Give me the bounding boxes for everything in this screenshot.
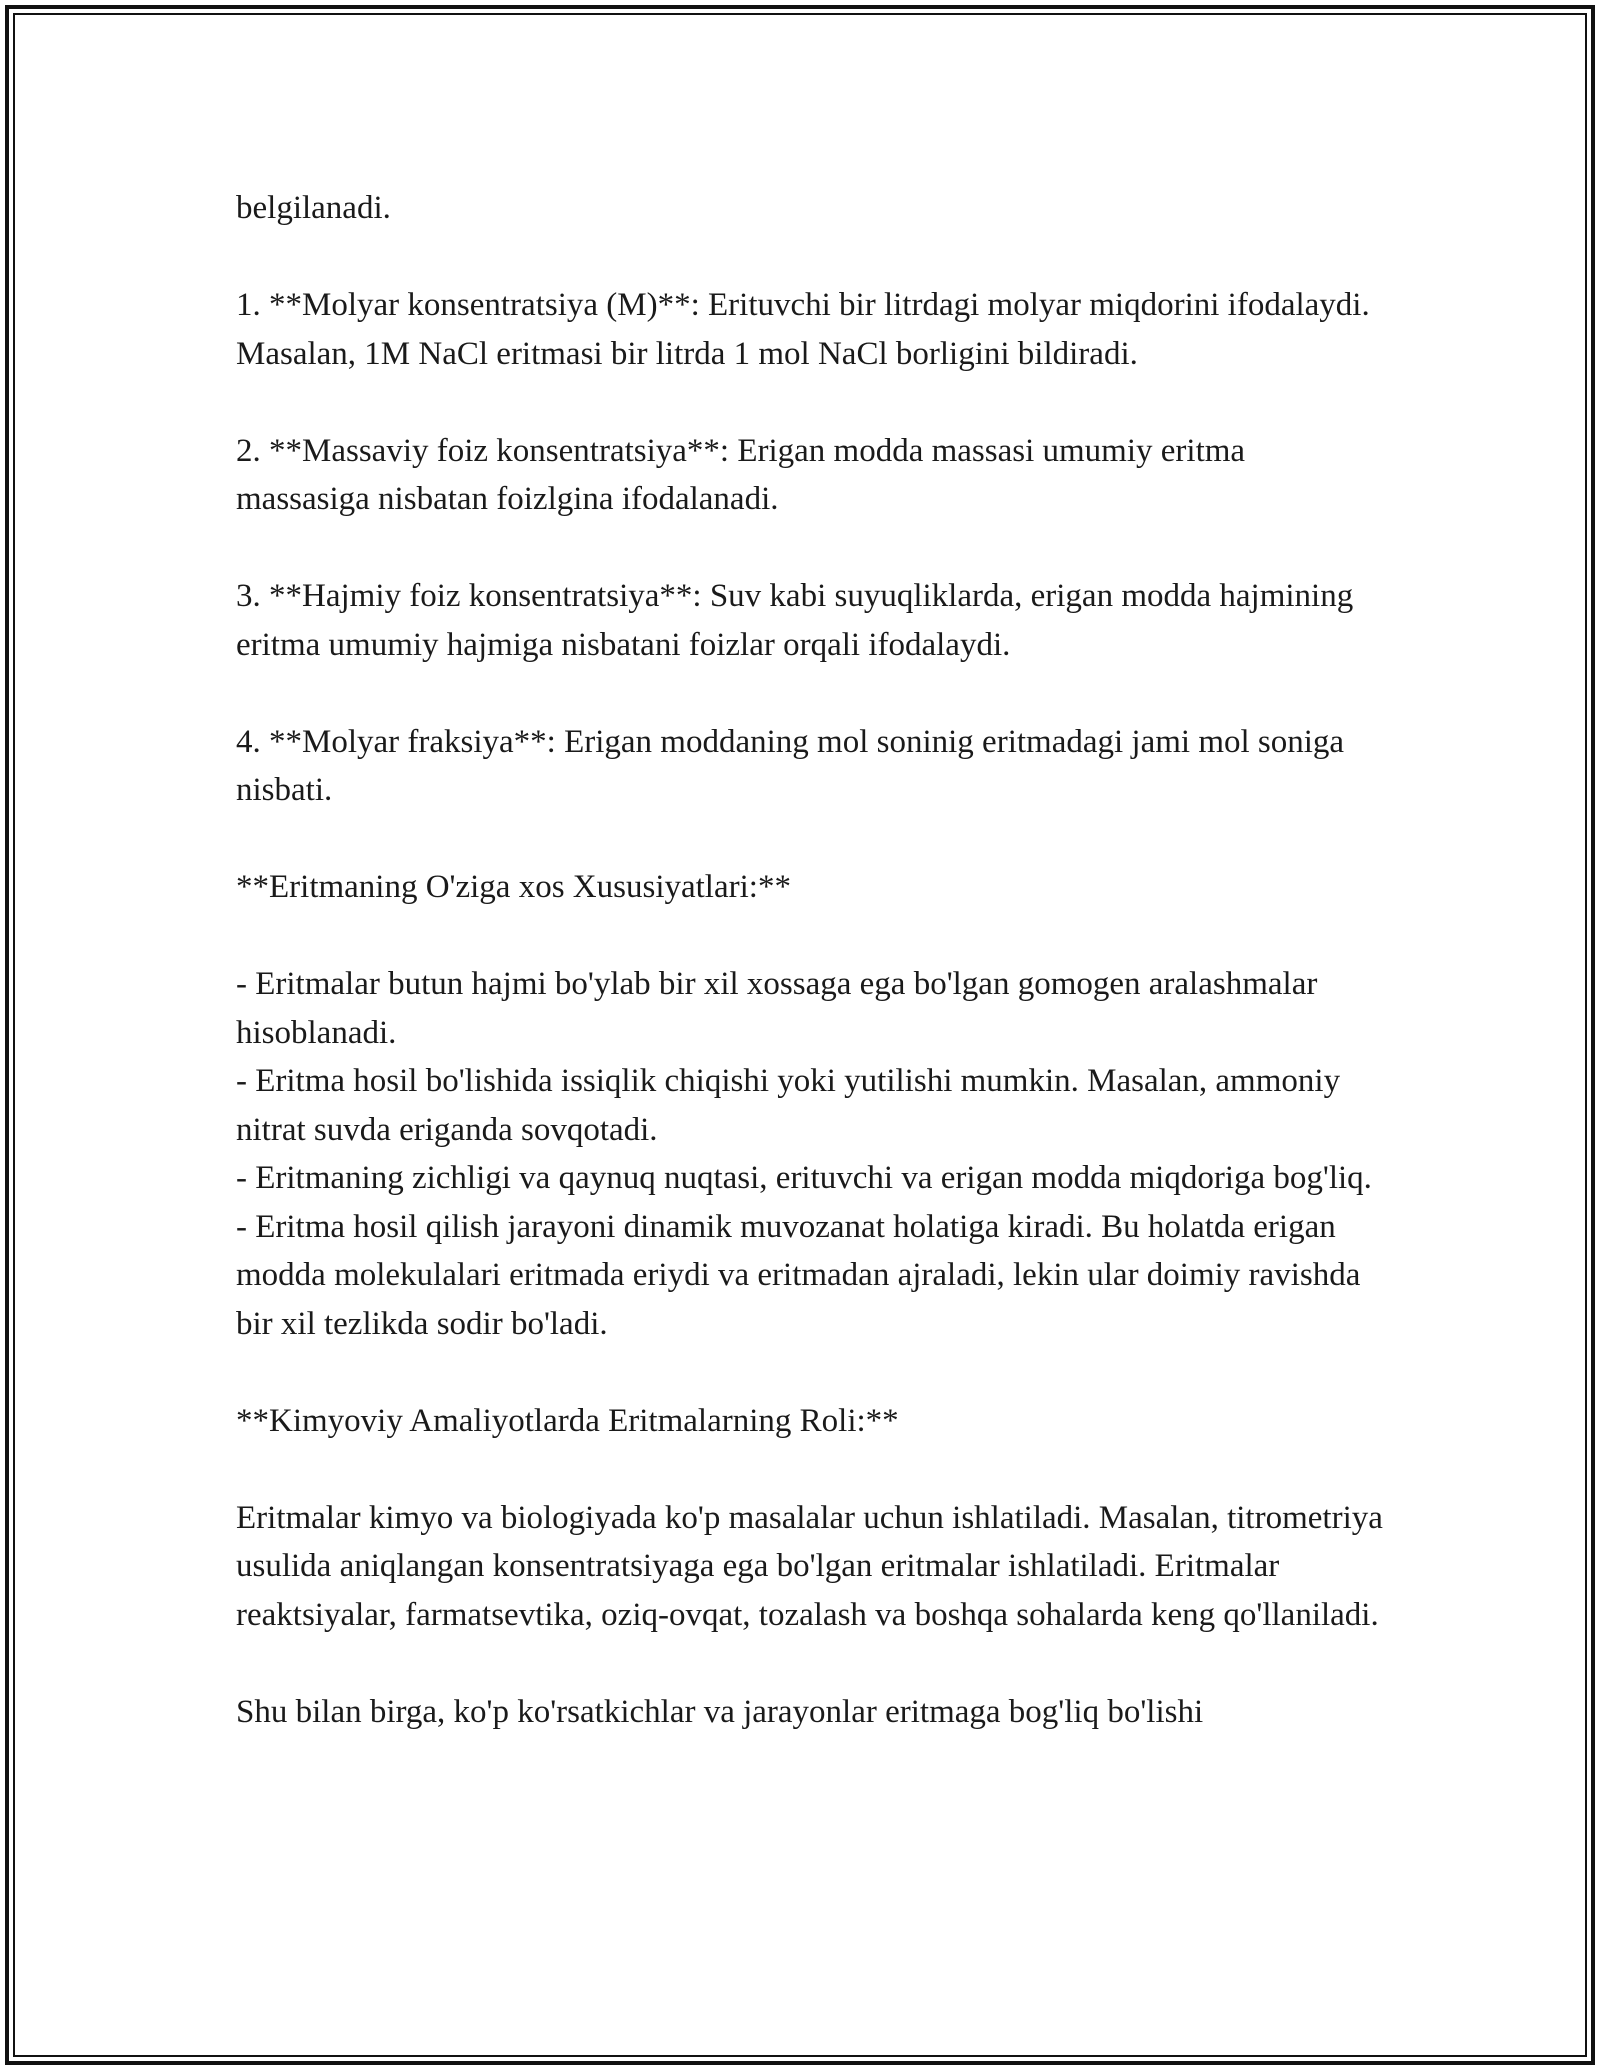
paragraph-gap bbox=[236, 378, 1386, 427]
final-line: Shu bilan birga, ko'p ko'rsatkichlar va jarayonlar eritmaga bog'liq bo'lishi bbox=[236, 1693, 1204, 1730]
bullet-item: - Eritma hosil bo'lishida issiqlik chiqishi yoki yutilishi mumkin. Masalan, ammoniy nitrat suvda eriganda sovqotadi. bbox=[236, 1063, 1341, 1148]
bullet-item: - Eritma hosil qilish jarayoni dinamik muvozanat holatiga kiradi. Bu holatda erigan modda molekulalari eritmada eriydi va eritmadan ajraladi, lekin ular doimiy ravishda bir xil tezlikda sodir bo'ladi. bbox=[236, 1208, 1361, 1342]
paragraph-gap bbox=[236, 1639, 1386, 1688]
bullet-item: - Eritmalar butun hajmi bo'ylab bir xil xossaga ega bo'lgan gomogen aralashmalar hisoblanadi. bbox=[236, 966, 1318, 1051]
section-heading-properties: **Eritmaning O'ziga xos Xususiyatlari:** bbox=[236, 869, 791, 905]
list-item-molyar-fraksiya: 4. **Molyar fraksiya**: Erigan moddaning mol soninig eritmadagi jami mol soniga nisbati. bbox=[236, 723, 1345, 808]
paragraph-gap bbox=[236, 1348, 1386, 1397]
paragraph-gap bbox=[236, 524, 1386, 573]
bullet-item: - Eritmaning zichligi va qaynuq nuqtasi, erituvchi va erigan modda miqdoriga bog'liq. bbox=[236, 1160, 1372, 1196]
list-item-hajmiy-foiz: 3. **Hajmiy foiz konsentratsiya**: Suv kabi suyuqliklarda, erigan modda hajmining eritma umumiy hajmiga nisbatani foizlar orqali ifodalaydi. bbox=[236, 578, 1354, 663]
paragraph-gap bbox=[236, 912, 1386, 961]
paragraph-role: Eritmalar kimyo va biologiyada ko'p masalalar uchun ishlatiladi. Masalan, titrometriya usulida aniqlangan konsentratsiyaga ega bo'lgan eritmalar ishlatiladi. Eritmalar reaktsiyalar, farmatsevtika, oziq-ovqat, tozalash va boshqa sohalarda keng qo'llaniladi. bbox=[236, 1499, 1383, 1633]
paragraph-gap bbox=[236, 1445, 1386, 1494]
paragraph-gap bbox=[236, 233, 1386, 282]
document-body bbox=[236, 184, 1386, 1736]
paragraph-gap bbox=[236, 815, 1386, 864]
list-item-molyar-konsentratsiya: 1. **Molyar konsentratsiya (M)**: Erituvchi bir litrdagi molyar miqdorini ifodalaydi. Masalan, 1M NaCl eritmasi bir litrda 1 mol NaCl borligini bildiradi. bbox=[236, 287, 1370, 372]
list-item-massaviy-foiz: 2. **Massaviy foiz konsentratsiya**: Erigan modda massasi umumiy eritma massasiga nisbatan foizlgina ifodalanadi. bbox=[236, 432, 1246, 517]
paragraph-gap bbox=[236, 669, 1386, 718]
intro-line: belgilanadi. bbox=[236, 190, 391, 226]
section-heading-role: **Kimyoviy Amaliyotlarda Eritmalarning Roli:** bbox=[236, 1402, 899, 1439]
